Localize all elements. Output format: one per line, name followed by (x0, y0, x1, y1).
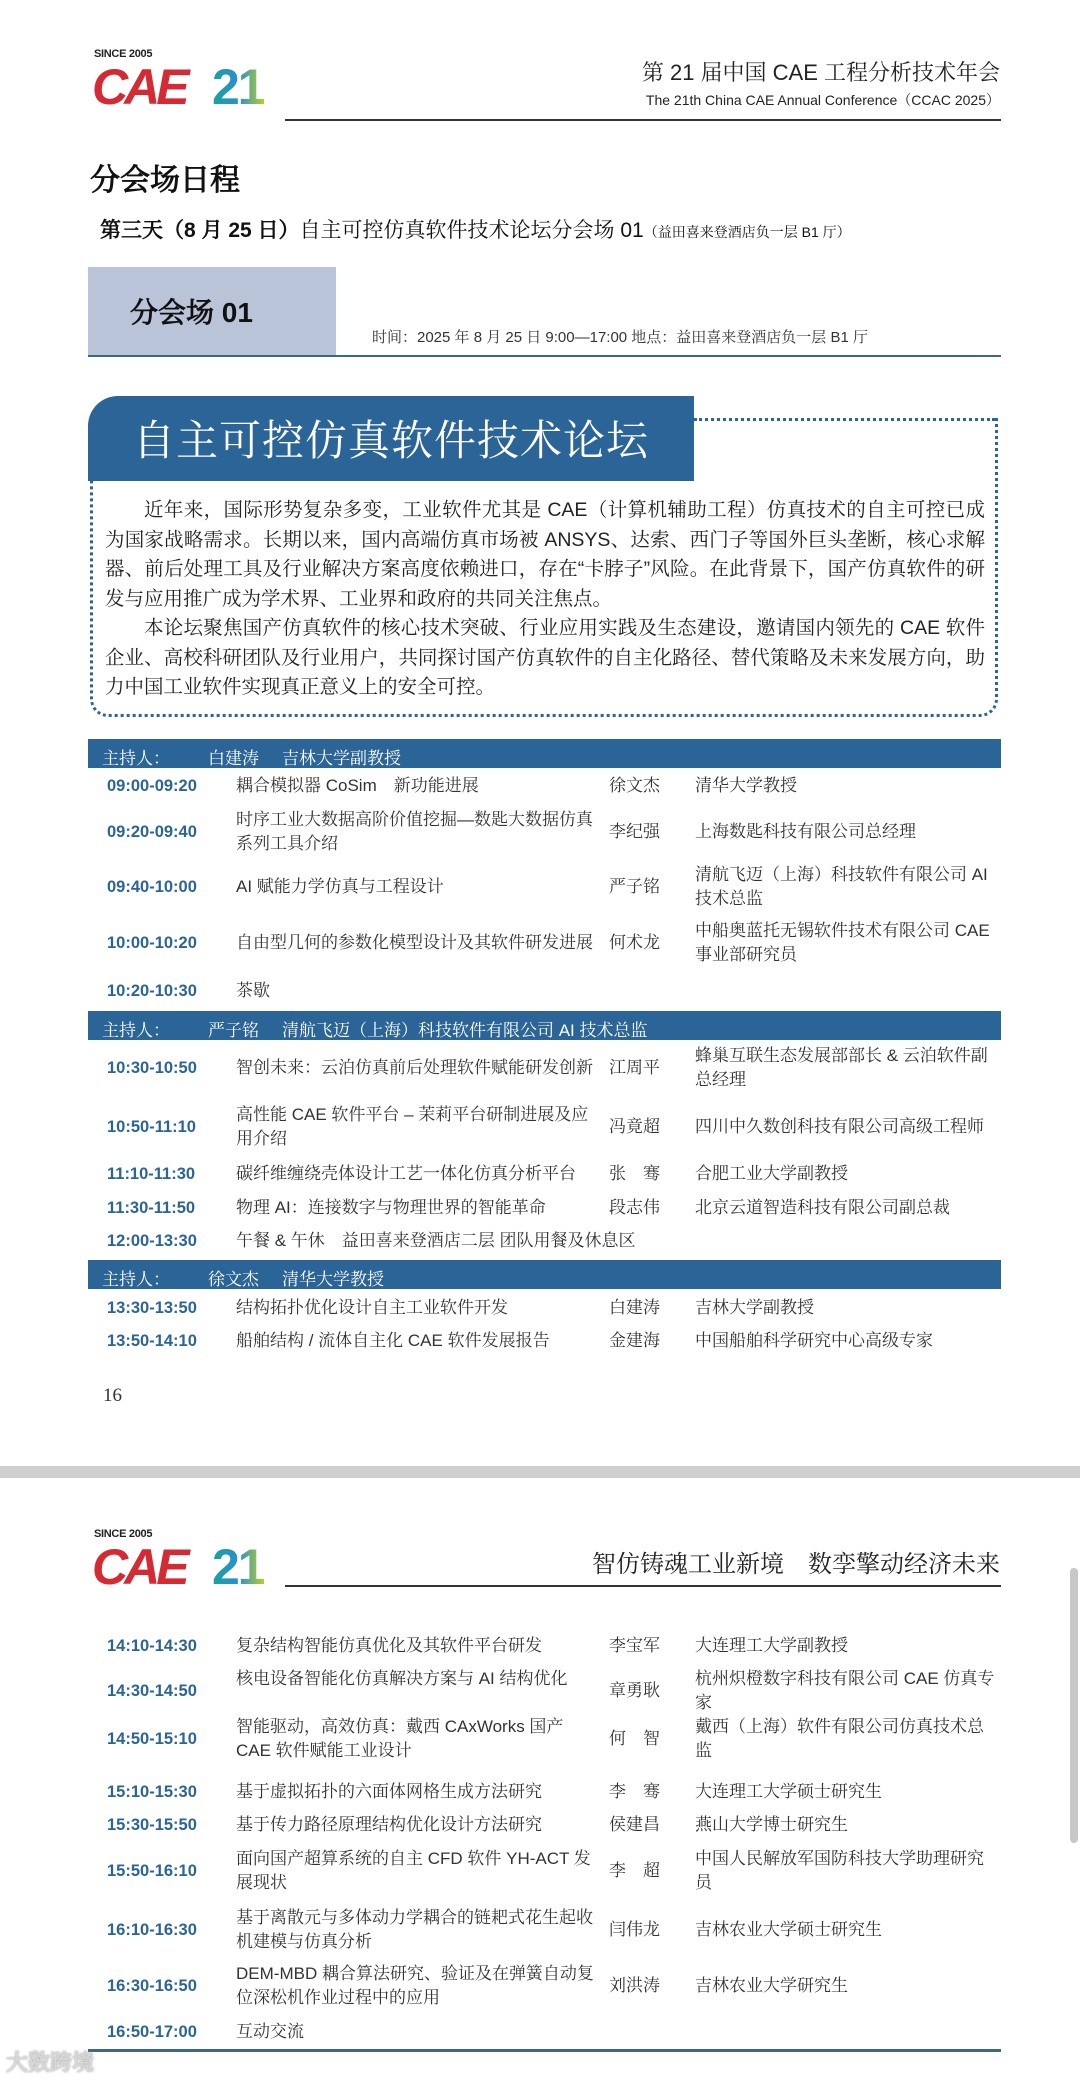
talk-topic: 智创未来：云泊仿真前后处理软件赋能研发创新 (236, 1058, 593, 1077)
schedule-row (88, 1229, 1001, 1253)
schedule-row (88, 1044, 1001, 1092)
talk-topic: 面向国产超算系统的自主 CFD 软件 YH-ACT 发展现状 (236, 1849, 591, 1892)
scrollbar[interactable] (1070, 1568, 1078, 1843)
time-slot: 10:20-10:30 (107, 982, 197, 1000)
day-location: （益田喜来登酒店负一层 B1 厅） (643, 224, 851, 240)
time-slot: 13:30-13:50 (107, 1299, 197, 1317)
cae21-logo (92, 1528, 282, 1598)
speaker-name: 侯建昌 (609, 1815, 660, 1834)
header-divider (285, 1585, 1001, 1587)
speaker-affiliation: 四川中久数创科技有限公司高级工程师 (695, 1117, 984, 1136)
talk-topic: 基于虚拟拓扑的六面体网格生成方法研究 (236, 1782, 542, 1801)
speaker-name: 何 智 (609, 1729, 660, 1748)
talk-topic: 时序工业大数据高阶价值挖掘—数匙大数据仿真系列工具介绍 (236, 810, 593, 853)
talk-topic: 船舶结构 / 流体自主化 CAE 软件发展报告 (236, 1331, 550, 1350)
speaker-name: 金建海 (609, 1331, 660, 1350)
speaker-name: 严子铭 (609, 877, 660, 896)
day-heading (100, 214, 851, 244)
schedule-row (88, 1329, 1001, 1353)
cae21-logo (92, 48, 282, 118)
speaker-affiliation: 大连理工大学副教授 (695, 1636, 848, 1655)
speaker-affiliation: 北京云道智造科技有限公司副总裁 (695, 1198, 950, 1217)
host-label: 主持人： (102, 749, 170, 768)
host-bar (88, 1260, 1001, 1289)
host-title: 清华大学教授 (282, 1270, 384, 1289)
schedule-row (88, 808, 1001, 856)
speaker-affiliation: 中国人民解放军国防科技大学助理研究员 (695, 1849, 984, 1892)
day-forum: 自主可控仿真软件技术论坛分会场 01 (299, 219, 644, 242)
schedule-row (88, 919, 1001, 967)
conference-title: 第 21 届中国 CAE 工程分析技术年会 (641, 60, 1000, 85)
talk-topic: 耦合模拟器 CoSim 新功能进展 (236, 776, 479, 795)
schedule-row (88, 979, 1001, 1003)
time-slot: 16:30-16:50 (107, 1977, 197, 1995)
schedule-row (88, 1780, 1001, 1804)
schedule-row (88, 1715, 1001, 1763)
logo-since: SINCE 2005 (94, 1528, 153, 1540)
speaker-affiliation: 上海数匙科技有限公司总经理 (695, 822, 916, 841)
page-number: 16 (103, 1385, 122, 1406)
speaker-affiliation: 吉林大学副教授 (695, 1298, 814, 1317)
schedule-row (88, 1296, 1001, 1320)
speaker-affiliation: 戴西（上海）软件有限公司仿真技术总监 (695, 1717, 984, 1760)
time-slot: 14:30-14:50 (107, 1682, 197, 1700)
schedule-row (88, 1196, 1001, 1220)
speaker-name: 段志伟 (609, 1198, 660, 1217)
conference-subtitle: The 21th China CAE Annual Conference（CCAC 2025） (645, 92, 1000, 108)
talk-topic: 自由型几何的参数化模型设计及其软件研发进展 (236, 933, 593, 952)
talk-topic: 茶歇 (236, 981, 270, 1000)
time-slot: 16:50-17:00 (107, 2023, 197, 2041)
talk-topic: DEM-MBD 耦合算法研究、验证及在弹簧自动复位深松机作业过程中的应用 (236, 1964, 594, 2007)
host-label: 主持人： (102, 1021, 170, 1040)
talk-topic: 智能驱动，高效仿真：戴西 CAxWorks 国产 CAE 软件赋能工业设计 (236, 1717, 564, 1760)
session-label-box (88, 267, 336, 355)
speaker-name: 白建涛 (609, 1298, 660, 1317)
schedule-row (88, 1667, 1001, 1715)
logo-number: 21 (212, 1539, 264, 1595)
logo-mark: CAE (92, 59, 186, 115)
session-divider (88, 355, 1001, 357)
intro-paragraph-1: 近年来，国际形势复杂多变，工业软件尤其是 CAE（计算机辅助工程）仿真技术的自主可控已成为国家战略需求。长期以来，国内高端仿真市场被 ANSYS、达索、西门子等国外巨头垄断，核心求解器、前后处理工具及行业解决方案高度依赖进口，存在“卡脖子”风险。在此背景下，国产仿真软件的研发与应用推广成为学术界、工业界和政府的共同关注焦点。 (105, 499, 985, 610)
host-title: 清航飞迈（上海）科技软件有限公司 AI 技术总监 (282, 1021, 648, 1040)
page-title: 分会场日程 (90, 164, 240, 197)
schedule-row (88, 1162, 1001, 1186)
speaker-name: 冯竟超 (609, 1117, 660, 1136)
watermark: 大数跨境 (6, 2050, 95, 2075)
schedule-row (88, 1813, 1001, 1837)
talk-topic: 互动交流 (236, 2022, 304, 2041)
host-name: 白建涛 (208, 749, 259, 768)
time-slot: 11:10-11:30 (107, 1165, 196, 1183)
talk-topic: 结构拓扑优化设计自主工业软件开发 (236, 1298, 508, 1317)
time-slot: 10:30-10:50 (107, 1059, 197, 1077)
speaker-affiliation: 合肥工业大学副教授 (695, 1164, 848, 1183)
header-divider (285, 119, 1001, 121)
schedule-row (88, 774, 1001, 798)
host-name: 严子铭 (208, 1021, 259, 1040)
speaker-affiliation: 蜂巢互联生态发展部部长 & 云泊软件副总经理 (695, 1046, 988, 1089)
page-separator (0, 1466, 1080, 1478)
logo-since: SINCE 2005 (94, 48, 153, 60)
talk-topic: 物理 AI：连接数字与物理世界的智能革命 (236, 1198, 546, 1217)
time-slot: 10:50-11:10 (107, 1118, 196, 1136)
host-title: 吉林大学副教授 (282, 749, 401, 768)
speaker-affiliation: 吉林农业大学硕士研究生 (695, 1920, 882, 1939)
speaker-affiliation: 杭州炽橙数字科技有限公司 CAE 仿真专家 (695, 1669, 995, 1712)
speaker-name: 李纪强 (609, 822, 660, 841)
time-slot: 15:30-15:50 (107, 1816, 197, 1834)
talk-topic: 午餐 & 午休 益田喜来登酒店二层 团队用餐及休息区 (236, 1231, 636, 1250)
speaker-affiliation: 燕山大学博士研究生 (695, 1815, 848, 1834)
schedule-row (88, 1906, 1001, 1954)
time-slot: 14:10-14:30 (107, 1637, 197, 1655)
talk-topic: AI 赋能力学仿真与工程设计 (236, 877, 444, 896)
time-slot: 12:00-13:30 (107, 1232, 197, 1250)
host-bar (88, 1011, 1001, 1040)
talk-topic: 高性能 CAE 软件平台 – 茉莉平台研制进展及应用介绍 (236, 1105, 589, 1148)
time-slot: 14:50-15:10 (107, 1730, 197, 1748)
session-meta: 时间：2025 年 8 月 25 日 9:00—17:00 地点：益田喜来登酒店负一层 B1 厅 (372, 329, 868, 346)
talk-topic: 碳纤维缠绕壳体设计工艺一体化仿真分析平台 (236, 1164, 576, 1183)
speaker-name: 张 骞 (609, 1164, 660, 1183)
speaker-name: 闫伟龙 (609, 1920, 660, 1939)
speaker-affiliation: 中国船舶科学研究中心高级专家 (695, 1331, 933, 1350)
schedule-row (88, 1634, 1001, 1658)
schedule-row (88, 1103, 1001, 1151)
time-slot: 15:50-16:10 (107, 1862, 197, 1880)
time-slot: 16:10-16:30 (107, 1921, 197, 1939)
speaker-name: 刘洪涛 (609, 1976, 660, 1995)
speaker-name: 江周平 (609, 1058, 660, 1077)
time-slot: 09:00-09:20 (107, 777, 197, 795)
slogan: 智仿铸魂工业新境 数孪擎动经济未来 (592, 1551, 1000, 1578)
host-label: 主持人： (102, 1270, 170, 1289)
speaker-name: 何术龙 (609, 933, 660, 952)
schedule-row (88, 863, 1001, 911)
intro-paragraph-2: 本论坛聚焦国产仿真软件的核心技术突破、行业应用实践及生态建设，邀请国内领先的 CAE 软件企业、高校科研团队及行业用户，共同探讨国产仿真软件的自主化路径、替代策略及未来发展方向，助力中国工业软件实现真正意义上的安全可控。 (105, 617, 985, 698)
speaker-name: 徐文杰 (609, 776, 660, 795)
schedule-row (88, 1962, 1001, 2010)
logo-mark: CAE (92, 1539, 186, 1595)
forum-banner (88, 396, 694, 481)
time-slot: 10:00-10:20 (107, 934, 197, 952)
time-slot: 11:30-11:50 (107, 1199, 196, 1217)
time-slot: 13:50-14:10 (107, 1332, 197, 1350)
session-label: 分会场 01 (130, 297, 253, 328)
time-slot: 09:20-09:40 (107, 823, 197, 841)
forum-title: 自主可控仿真软件技术论坛 (133, 417, 650, 464)
time-slot: 09:40-10:00 (107, 878, 197, 896)
day-label: 第三天（8 月 25 日） (100, 219, 300, 242)
host-name: 徐文杰 (208, 1270, 259, 1289)
speaker-name: 李 骞 (609, 1782, 660, 1801)
time-slot: 15:10-15:30 (107, 1783, 197, 1801)
talk-topic: 核电设备智能化仿真解决方案与 AI 结构优化 (236, 1669, 568, 1688)
table-end-divider (88, 2049, 1001, 2052)
speaker-affiliation: 中船奥蓝托无锡软件技术有限公司 CAE 事业部研究员 (695, 921, 990, 964)
speaker-name: 章勇耿 (609, 1681, 660, 1700)
talk-topic: 复杂结构智能仿真优化及其软件平台研发 (236, 1636, 542, 1655)
speaker-affiliation: 大连理工大学硕士研究生 (695, 1782, 882, 1801)
schedule-row (88, 2020, 1001, 2044)
speaker-name: 李 超 (609, 1861, 660, 1880)
speaker-name: 李宝军 (609, 1636, 660, 1655)
talk-topic: 基于离散元与多体动力学耦合的链耙式花生起收机建模与仿真分析 (236, 1908, 593, 1951)
host-bar (88, 739, 1001, 768)
talk-topic: 基于传力路径原理结构优化设计方法研究 (236, 1815, 542, 1834)
schedule-row (88, 1847, 1001, 1895)
logo-number: 21 (212, 59, 264, 115)
speaker-affiliation: 吉林农业大学研究生 (695, 1976, 848, 1995)
speaker-affiliation: 清航飞迈（上海）科技软件有限公司 AI 技术总监 (695, 865, 988, 908)
speaker-affiliation: 清华大学教授 (695, 776, 797, 795)
